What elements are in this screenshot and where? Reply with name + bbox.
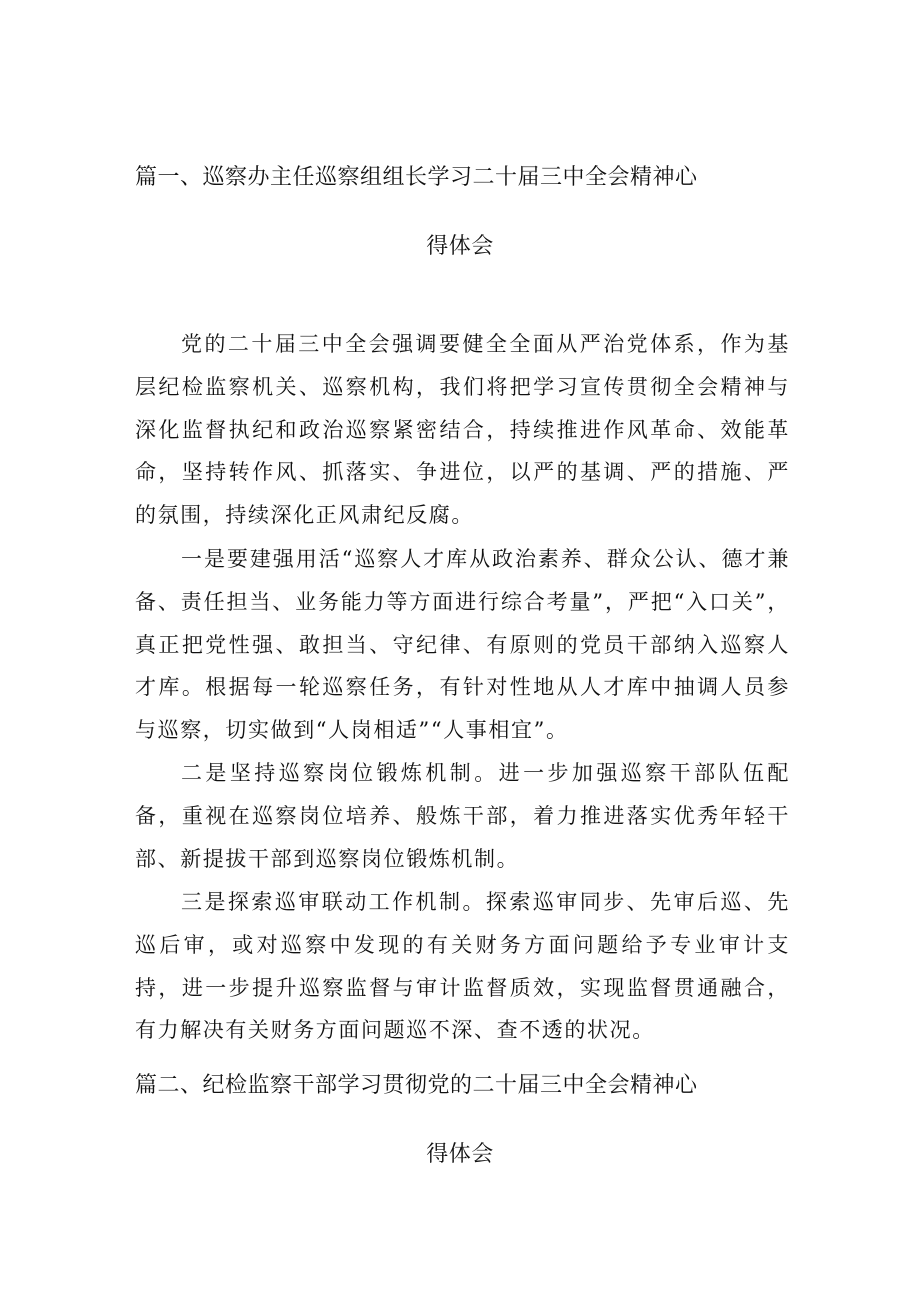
section1-paragraph-intro: 党的二十届三中全会强调要健全全面从严治党体系，作为基层纪检监察机关、巡察机构，我们将把学习宣传贯彻全会精神与深化监督执纪和政治巡察紧密结合，持续推进作风革命、效能革命，坚持转作风、抓落实、争进位，以严的基调、严的措施、严的氛围，持续深化正风肃纪反腐。 <box>135 332 790 528</box>
section2-heading-line1: 篇二、纪检监察干部学习贯彻党的二十届三中全会精神心 <box>135 1073 698 1098</box>
section1-paragraph-point-2: 二是坚持巡察岗位锻炼机制。进一步加强巡察干部队伍配备，重视在巡察岗位培养、般炼干部，着力推进落实优秀年轻干部、新提拔干部到巡察岗位锻炼机制。 <box>135 761 790 871</box>
section1-paragraph-point-1: 一是要建强用活“巡察人才库从政治素养、群众公认、德才兼备、责任担当、业务能力等方面进行综合考量”，严把“入口关”，真正把党性强、敢担当、守纪律、有原则的党员干部纳入巡察人才库。根据每一轮巡察任务，有针对性地从人才库中抽调人员参与巡察，切实做到“人岗相适”“人事相宜”。 <box>135 547 790 743</box>
section1-paragraph-point-3: 三是探索巡审联动工作机制。探索巡审同步、先审后巡、先巡后审，或对巡察中发现的有关财务方面问题给予专业审计支持，进一步提升巡察监督与审计监督质效，实现监督贯通融合，有力解决有关财务方面问题巡不深、查不透的状况。 <box>135 890 790 1043</box>
section2-heading-line2: 得体会 <box>426 1142 494 1167</box>
section1-heading-line1: 篇一、巡察办主任巡察组组长学习二十届三中全会精神心 <box>135 165 698 190</box>
section1-heading-line2: 得体会 <box>426 234 494 259</box>
